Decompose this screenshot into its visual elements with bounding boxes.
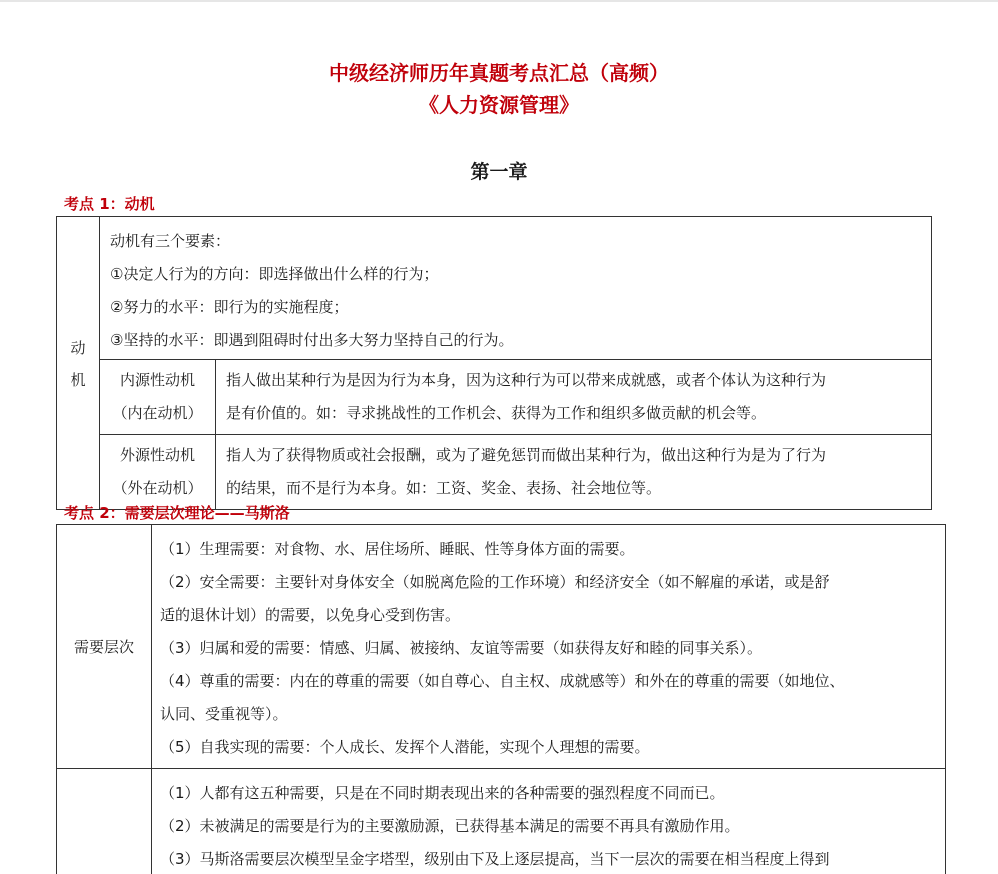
kp1-row-label-char1: 动 [70, 339, 86, 357]
kp1-type-desc-line: 的结果，而不是行为本身。如：工资、奖金、表扬、社会地位等。 [226, 479, 662, 497]
kp1-intro-line: 动机有三个要素： [110, 232, 231, 250]
kp1-type-name-cell [100, 435, 216, 510]
kp1-type-desc-line: 指人做出某种行为是因为行为本身，因为这种行为可以带来成就感，或者个体认为这种行为 [226, 371, 827, 389]
kp2-row1-label: 需要层次 [57, 525, 152, 769]
kp2-row2-content [152, 769, 946, 874]
kp1-table [56, 216, 932, 510]
kp2-line: （5）自我实现的需要：个人成长、发挥个人潜能，实现个人理想的需要。 [160, 738, 650, 756]
kp2-line: （2）安全需要：主要针对身体安全（如脱离危险的工作环境）和经济安全（如不解雇的承诺，或是舒 [160, 573, 830, 591]
document-subtitle: 《人力资源管理》 [419, 93, 579, 117]
kp1-type-name: 内源性动机 [119, 371, 195, 389]
kp2-line: 认同、受重视等）。 [160, 705, 288, 723]
kp2-line: （3）归属和爱的需要：情感、归属、被接纳、友谊等需要（如获得友好和睦的同事关系）。 [160, 639, 763, 657]
kp2-row1-content [152, 525, 946, 769]
kp1-type-desc [216, 435, 932, 510]
kp2-line: （2）未被满足的需要是行为的主要激励源，已获得基本满足的需要不再具有激励作用。 [160, 817, 740, 835]
kp1-type-desc-line: 指人为了获得物质或社会报酬，或为了避免惩罚而做出某种行为，做出这种行为是为了行为 [226, 446, 827, 464]
top-border [0, 0, 998, 2]
kp2-line: （4）尊重的需要：内在的尊重的需要（如自尊心、自主权、成就感等）和外在的尊重的需要（如地位、 [160, 672, 845, 690]
kp2-heading: 考点 2：需要层次理论——马斯洛 [64, 504, 290, 522]
kp1-type-desc [216, 360, 932, 435]
kp1-intro-cell [100, 217, 932, 360]
kp1-type-alias: （外在动机） [112, 479, 203, 497]
kp1-type-desc-line: 是有价值的。如：寻求挑战性的工作机会、获得为工作和组织多做贡献的机会等。 [226, 404, 767, 422]
kp2-table [56, 524, 946, 874]
kp2-line: （1）人都有这五种需要，只是在不同时期表现出来的各种需要的强烈程度不同而已。 [160, 784, 725, 802]
kp1-row-label-char2: 机 [70, 371, 86, 389]
kp1-heading: 考点 1：动机 [64, 195, 155, 213]
kp1-intro-line: ②努力的水平：即行为的实施程度； [110, 298, 349, 316]
kp2-line: （3）马斯洛需要层次模型呈金字塔型，级别由下及上逐层提高，当下一层次的需要在相当程度上得到 [160, 850, 830, 868]
kp2-line: 适的退休计划）的需要，以免身心受到伤害。 [160, 606, 461, 624]
kp1-intro-line: ①决定人行为的方向：即选择做出什么样的行为； [110, 265, 439, 283]
kp1-type-name-cell [100, 360, 216, 435]
kp1-intro-line: ③坚持的水平：即遇到阻碍时付出多大努力坚持自己的行为。 [110, 331, 514, 349]
kp1-row-label [57, 217, 100, 510]
kp2-line: （1）生理需要：对食物、水、居住场所、睡眠、性等身体方面的需要。 [160, 540, 635, 558]
kp1-type-name: 外源性动机 [119, 446, 195, 464]
document-title: 中级经济师历年真题考点汇总（高频） [329, 61, 669, 85]
kp2-row2-label [57, 769, 152, 874]
kp1-type-alias: （内在动机） [112, 404, 203, 422]
chapter-heading: 第一章 [470, 161, 528, 183]
